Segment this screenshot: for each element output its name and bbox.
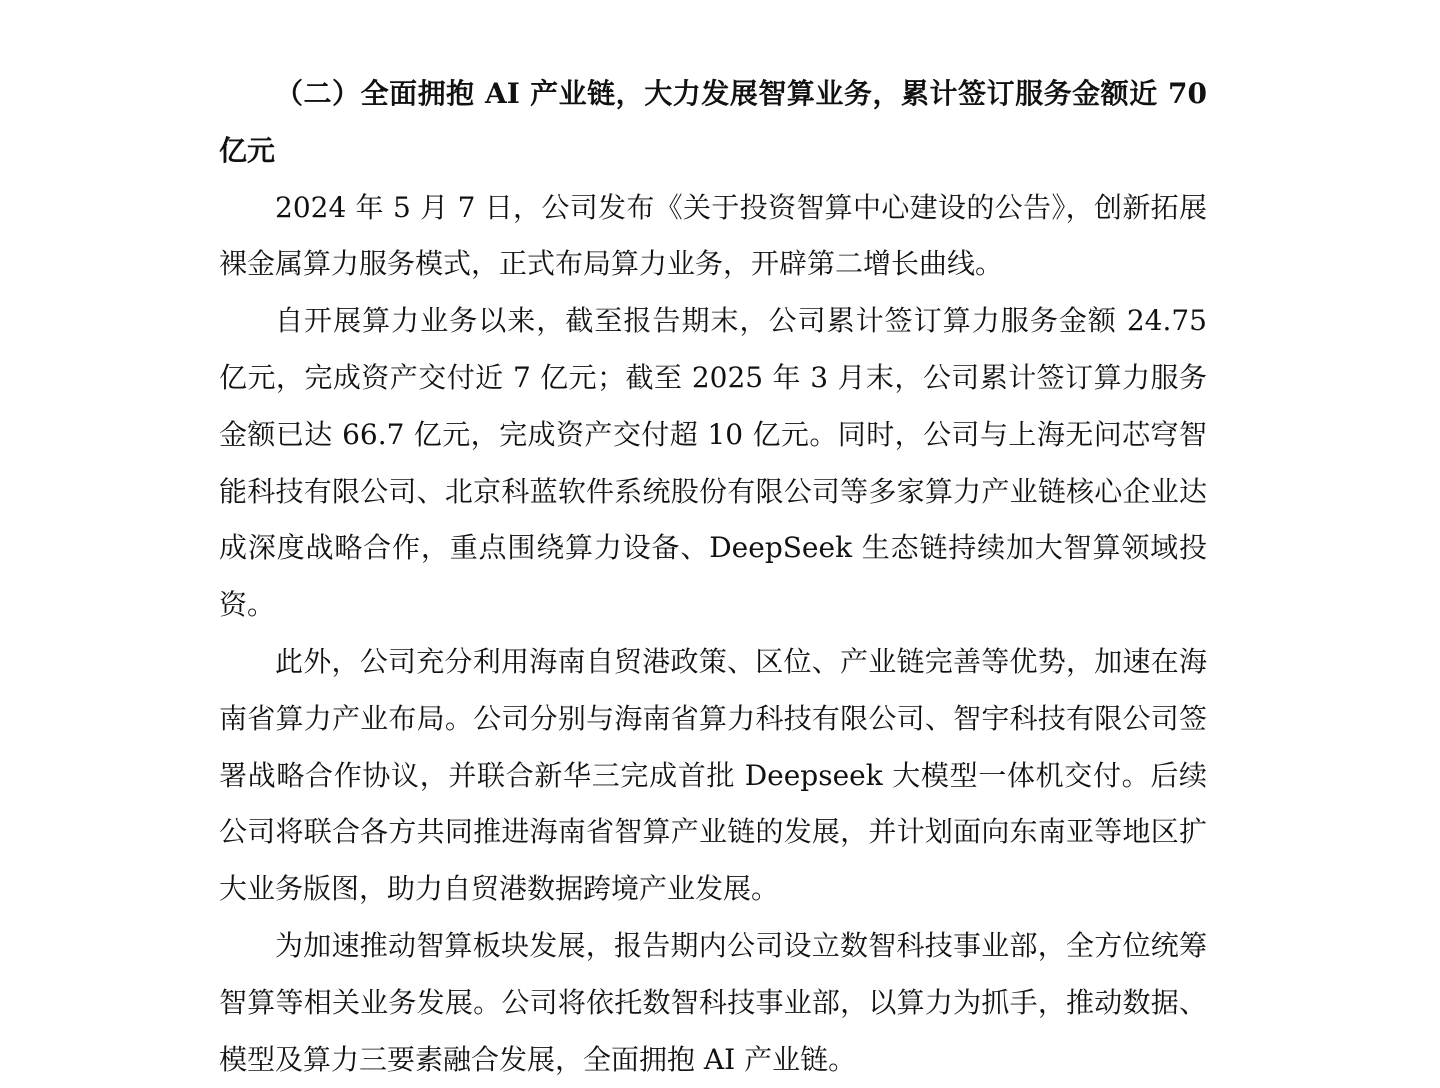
paragraph-business-unit: 为加速推动智算板块发展，报告期内公司设立数智科技事业部，全方位统筹智算等相关业务发展。公司将依托数智科技事业部，以算力为抓手，推动数据、模型及算力三要素融合发展，全面拥抱 AI 产业链。 (219, 928, 1207, 1076)
paragraph-contract-amount: 自开展算力业务以来，截至报告期末，公司累计签订算力服务金额 24.75 亿元，完成资产交付近 7 亿元；截至 2025 年 3 月末，公司累计签订算力服务金额已达 66.7 亿元，完成资产交付超 10 亿元。同时，公司与上海无问芯穹智能科技有限公司、北京科蓝软件系统股份有限公司等多家算力产业链核心企业达成深度战略合作，重点围绕算力设备、DeepSeek 生态链持续加大智算领域投资。 (219, 304, 1207, 622)
section-heading: （二）全面拥抱 AI 产业链，大力发展智算业务，累计签订服务金额近 70 亿元 (219, 77, 1207, 167)
paragraph-announcement: 2024 年 5 月 7 日，公司发布《关于投资智算中心建设的公告》，创新拓展裸金属算力服务模式，正式布局算力业务，开辟第二增长曲线。 (219, 190, 1207, 281)
document-page (219, 66, 1207, 1088)
paragraph-hainan: 此外，公司充分利用海南自贸港政策、区位、产业链完善等优势，加速在海南省算力产业布局。公司分别与海南省算力科技有限公司、智宇科技有限公司签署战略合作协议，并联合新华三完成首批 Deepseek 大模型一体机交付。后续公司将联合各方共同推进海南省智算产业链的发展，并计划面向东南亚等地区扩大业务版图，助力自贸港数据跨境产业发展。 (219, 644, 1207, 906)
